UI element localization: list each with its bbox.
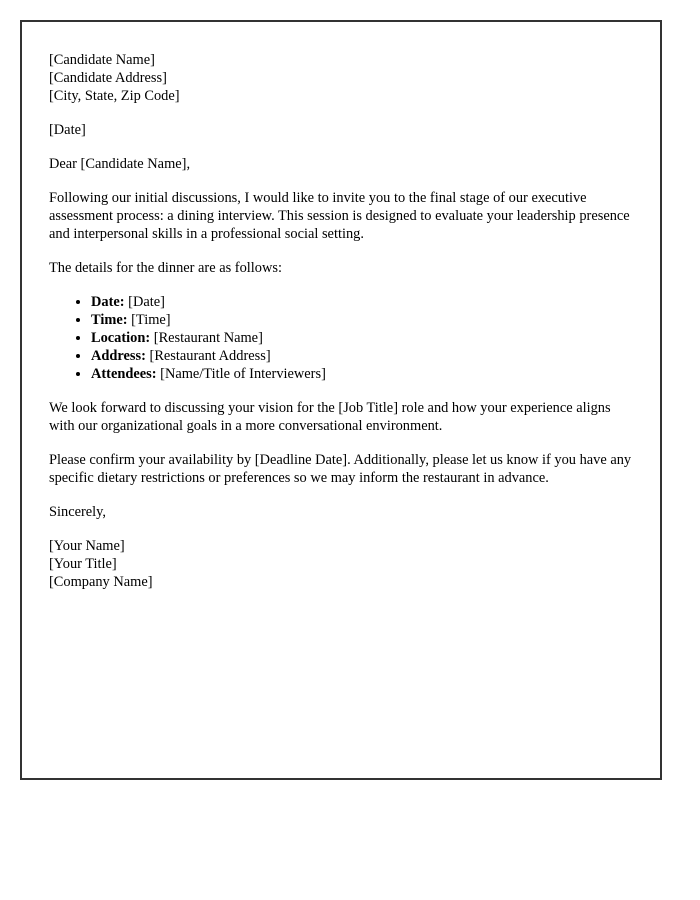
list-item-label: Date: — [91, 294, 125, 310]
list-item-label: Time: — [91, 312, 128, 328]
recipient-name-line: [Candidate Name] — [49, 52, 155, 68]
list-item-label: Attendees: — [91, 366, 157, 382]
confirmation-paragraph: Please confirm your availability by [Deadline Date]. Additionally, please let us know if you have any specific dietary restrictions or preferences so we may inform the restaurant in advance. — [49, 452, 632, 486]
date-line: [Date] — [49, 122, 86, 138]
recipient-address-block — [49, 51, 634, 105]
list-item-location — [91, 329, 634, 347]
list-item-value: [Date] — [128, 294, 165, 310]
list-item-value: [Time] — [131, 312, 171, 328]
list-item-time — [91, 311, 634, 329]
intro-paragraph: Following our initial discussions, I would like to invite you to the final stage of our executive assessment process: a dining interview. This session is designed to evaluate your leadership presence and interpersonal skills in a professional social setting. — [49, 190, 630, 242]
signature-title-line: [Your Title] — [49, 556, 117, 572]
signature-name-line: [Your Name] — [49, 538, 125, 554]
list-item-attendees — [91, 365, 634, 383]
signature-block — [49, 537, 634, 591]
list-item-date — [91, 293, 634, 311]
list-item-value: [Restaurant Address] — [149, 348, 271, 364]
signature-company-line: [Company Name] — [49, 574, 153, 590]
letter-page — [20, 20, 662, 780]
list-item-label: Address: — [91, 348, 146, 364]
list-item-value: [Restaurant Name] — [153, 330, 263, 346]
list-item-value: [Name/Title of Interviewers] — [160, 366, 326, 382]
details-heading: The details for the dinner are as follows: — [49, 260, 282, 276]
list-item-address — [91, 347, 634, 365]
dinner-details-list — [49, 293, 634, 383]
salutation: Dear [Candidate Name], — [49, 156, 191, 172]
list-item-label: Location: — [91, 330, 151, 346]
recipient-address-line: [Candidate Address] — [49, 70, 167, 86]
recipient-city-state-zip-line: [City, State, Zip Code] — [49, 88, 180, 104]
vision-paragraph: We look forward to discussing your vision for the [Job Title] role and how your experience aligns with our organizational goals in a more conversational environment. — [49, 400, 611, 434]
closing-line: Sincerely, — [49, 504, 107, 520]
